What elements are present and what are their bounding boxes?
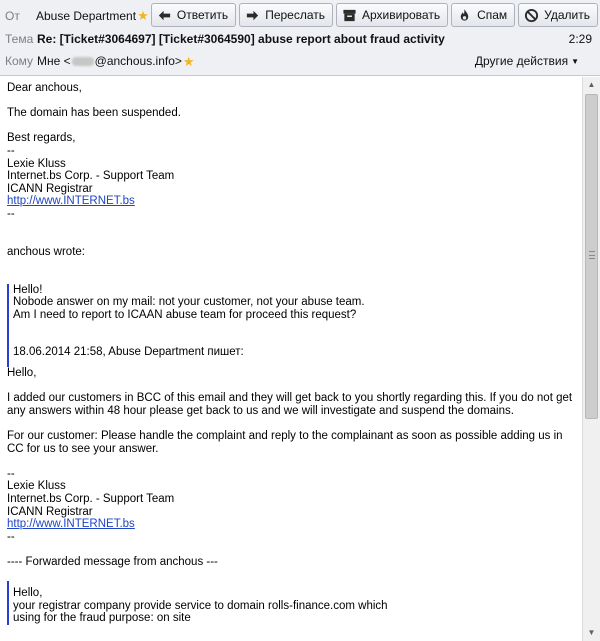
scrollbar-thumb[interactable] <box>585 94 598 419</box>
quoted-block <box>7 581 582 625</box>
reply-button[interactable] <box>151 3 236 27</box>
quote-attribution: anchous wrote: <box>7 245 85 258</box>
archive-box-icon <box>342 8 357 23</box>
reply-label: Ответить <box>176 8 229 22</box>
signature-link[interactable]: http://www.INTERNET.bs <box>7 518 135 531</box>
flame-icon <box>457 8 472 23</box>
other-actions-menu[interactable] <box>475 54 579 68</box>
signature-divider: -- <box>7 207 15 220</box>
archive-button[interactable] <box>336 3 448 27</box>
star-icon[interactable]: ★ <box>182 53 195 69</box>
message-toolbar <box>148 3 598 28</box>
forwarded-header: ---- Forwarded message from anchous --- <box>7 555 218 568</box>
redacted-address <box>72 57 94 66</box>
to-suffix: @anchous.info> <box>94 54 182 68</box>
subject-row <box>0 29 600 49</box>
forward-button[interactable] <box>239 3 333 27</box>
body-text: Hello, <box>7 367 37 380</box>
quoted-text: Hello, your registrar company provide service to domain rolls-finance.com which using for the fraud purpose: on site <box>13 587 388 625</box>
signature-divider: -- <box>7 530 15 543</box>
caret-down-icon: ▼ <box>571 57 579 66</box>
message-header <box>0 0 600 76</box>
signature: Best regards, -- Lexie Kluss Internet.bs Corp. - Support Team ICANN Registrar <box>7 132 175 195</box>
no-entry-icon <box>524 8 539 23</box>
body-text: I added our customers in BCC of this email and they will get back to you shortly regarding this. If you do not get any answers within 48 hour please get back to us and we will investigate and suspend the domains. <box>7 392 576 417</box>
scroll-down-icon[interactable]: ▼ <box>587 628 596 637</box>
body-text: For our customer: Please handle the complaint and reply to the complainant as soon as possible adding us in CC for us to see your answer. <box>7 430 566 455</box>
body-text: The domain has been suspended. <box>7 107 181 120</box>
from-label: От <box>5 8 20 23</box>
from-name[interactable]: Abuse Department <box>36 8 137 23</box>
forward-label: Переслать <box>265 8 325 22</box>
message-time: 2:29 <box>568 32 592 46</box>
spam-button[interactable] <box>451 3 515 27</box>
star-icon[interactable]: ★ <box>137 8 149 23</box>
signature: -- Lexie Kluss Internet.bs Corp. - Support Team ICANN Registrar <box>7 467 175 518</box>
delete-button[interactable] <box>518 3 598 27</box>
quoted-attribution: 18.06.2014 21:58, Abuse Department пишет: <box>13 346 244 359</box>
from-row <box>0 3 600 28</box>
to-label: Кому <box>5 54 34 68</box>
quoted-text: Hello! Nobode answer on my mail: not your customer, not your abuse team. Am I need to report to ICAAN abuse team for proceed this request? <box>13 283 365 321</box>
to-address[interactable] <box>37 54 182 68</box>
scroll-up-icon[interactable]: ▲ <box>587 80 596 89</box>
subject-label: Тема <box>5 32 34 46</box>
to-row <box>0 51 600 71</box>
signature-link[interactable]: http://www.INTERNET.bs <box>7 195 135 208</box>
greeting: Dear anchous, <box>7 82 82 94</box>
message-body <box>0 77 582 641</box>
quoted-block <box>7 284 582 368</box>
vertical-scrollbar[interactable] <box>582 77 600 641</box>
reply-arrow-icon <box>157 8 172 23</box>
spam-label: Спам <box>477 8 508 22</box>
to-prefix: Мне < <box>37 54 71 68</box>
forward-arrow-icon <box>245 8 260 23</box>
other-actions-label: Другие действия <box>474 54 569 68</box>
archive-label: Архивировать <box>362 8 441 22</box>
subject-text: Re: [Ticket#3064697] [Ticket#3064590] abuse report about fraud activity <box>37 32 445 46</box>
delete-label: Удалить <box>544 8 590 22</box>
grip-icon <box>589 251 595 259</box>
